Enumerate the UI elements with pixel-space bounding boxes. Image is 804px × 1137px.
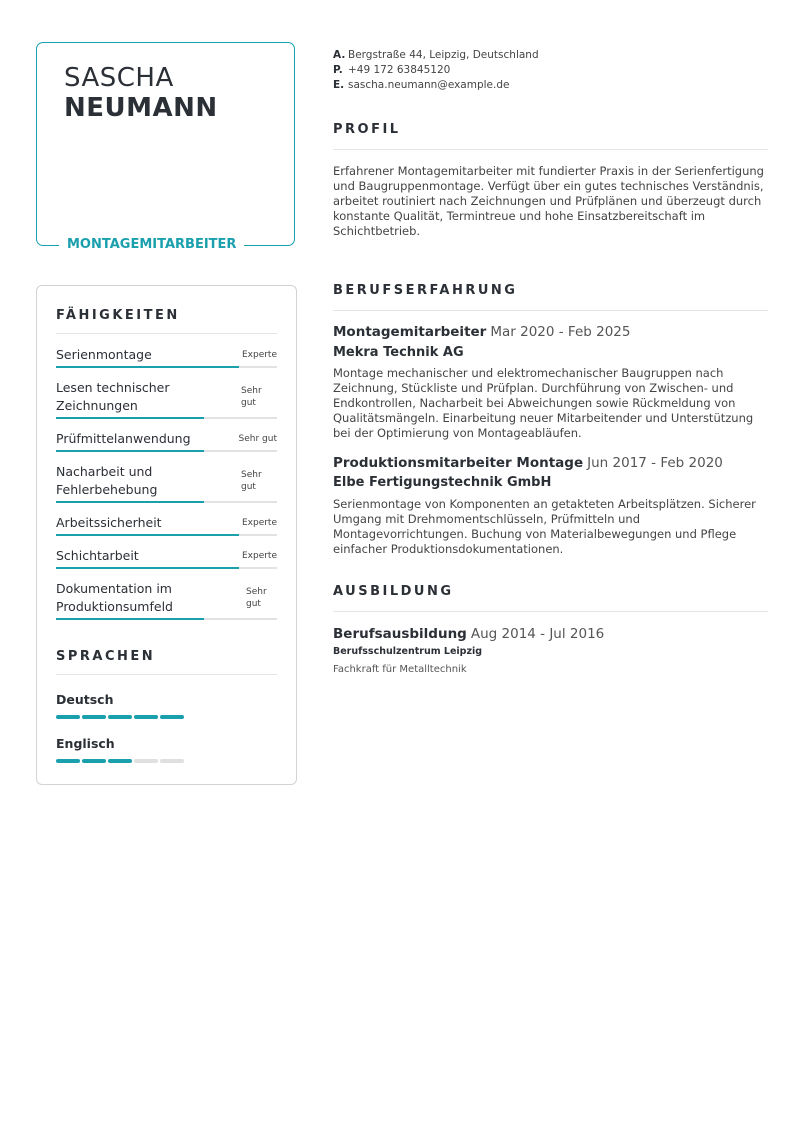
skill-name: Nacharbeit und Fehlerbehebung bbox=[56, 464, 158, 497]
skill-name: Arbeitssicherheit bbox=[56, 515, 162, 530]
contact-address bbox=[333, 48, 539, 63]
skill-bar bbox=[56, 534, 277, 536]
experience-heading: BERUFSERFAHRUNG bbox=[333, 283, 768, 311]
languages-heading: SPRACHEN bbox=[56, 649, 277, 675]
skill-name: Serienmontage bbox=[56, 347, 152, 362]
language-name: Deutsch bbox=[56, 692, 114, 707]
sidebar bbox=[36, 285, 297, 785]
education-heading: AUSBILDUNG bbox=[333, 584, 768, 612]
name-box bbox=[36, 42, 295, 252]
job-role: Montagemitarbeiter bbox=[333, 324, 487, 340]
profile-heading: PROFIL bbox=[333, 122, 768, 150]
skill-name: Dokumentation im Produktionsumfeld bbox=[56, 581, 173, 614]
skill-level: Experte bbox=[241, 350, 277, 360]
education-dates: Aug 2014 - Jul 2016 bbox=[470, 626, 605, 642]
job-company: Elbe Fertigungstechnik GmbH bbox=[333, 475, 552, 490]
job-description: Montage mechanischer und elektromechanischer Baugruppen nach Zeichnung, Stückliste und Prüfplan. Durchführung von Zwischen- und Endkontrollen, Nacharbeit bei Abweichungen sowie Rückmeldung von Qualitätsmängeln. Einarbeitung neuer Mitarbeitender und Unterstützung bei der Optimierung von Montageabläufen. bbox=[333, 366, 754, 440]
language-name: Englisch bbox=[56, 736, 115, 751]
language-dot-filled bbox=[108, 759, 132, 763]
skill-bar bbox=[56, 417, 277, 419]
skill-bar bbox=[56, 450, 277, 452]
profile-text: Erfahrener Montagemitarbeiter mit fundierter Praxis in der Serienfertigung und Baugruppenmontage. Verfügt über ein gutes technisches Verständnis, arbeitet routiniert nach Zeichnungen und Prüfplänen und überzeugt durch konstante Qualität, Termintreue und hohe Einsatzbereitschaft im Schichtbetrieb. bbox=[333, 164, 764, 238]
skill-bar bbox=[56, 567, 277, 569]
email-value: sascha.neumann@example.de bbox=[348, 79, 510, 91]
skill-level: Experte bbox=[241, 518, 277, 528]
education-school: Berufsschulzentrum Leipzig bbox=[333, 646, 483, 657]
language-dot-empty bbox=[134, 759, 158, 763]
last-name: NEUMANN bbox=[64, 93, 218, 123]
education-header bbox=[333, 625, 768, 643]
skills-heading: FÄHIGKEITEN bbox=[56, 308, 277, 334]
job-dates: Mar 2020 - Feb 2025 bbox=[490, 324, 631, 340]
skill-level: Experte bbox=[241, 551, 277, 561]
skill-bar bbox=[56, 366, 277, 368]
email-key: E. bbox=[333, 79, 345, 91]
job-company: Mekra Technik AG bbox=[333, 345, 464, 360]
phone-key: P. bbox=[333, 64, 343, 76]
skill-bar-fill bbox=[56, 618, 204, 620]
skill-bar-fill bbox=[56, 501, 204, 503]
skill-bar-fill bbox=[56, 534, 239, 536]
job-header bbox=[333, 454, 768, 472]
skill-bar bbox=[56, 501, 277, 503]
job-header bbox=[333, 323, 768, 341]
skill-name: Prüfmittelanwendung bbox=[56, 431, 191, 446]
job-title: MONTAGEMITARBEITER bbox=[59, 237, 244, 253]
skill-name: Lesen technischer Zeichnungen bbox=[56, 380, 170, 413]
language-dot-empty bbox=[160, 759, 184, 763]
education-degree: Berufsausbildung bbox=[333, 626, 467, 642]
skill-bar bbox=[56, 618, 277, 620]
skill-level: Sehr gut bbox=[241, 470, 262, 492]
job-dates: Jun 2017 - Feb 2020 bbox=[587, 455, 723, 471]
first-name: SASCHA bbox=[64, 63, 174, 93]
skill-bar-fill bbox=[56, 567, 239, 569]
language-level bbox=[56, 759, 191, 763]
contact-phone bbox=[333, 63, 539, 78]
phone-value: +49 172 63845120 bbox=[348, 64, 451, 76]
contact-info bbox=[333, 48, 539, 93]
skill-level: Sehr gut bbox=[238, 434, 277, 444]
job-description: Serienmontage von Komponenten an getakteten Arbeitsplätzen. Sicherer Umgang mit Drehmomentschlüsseln, Prüfmitteln und Montagevorrichtungen. Buchung von Materialbewegungen und Pflege einfacher Produktionsdokumentationen. bbox=[333, 497, 756, 556]
language-dot-filled bbox=[134, 715, 158, 719]
language-dot-filled bbox=[56, 759, 80, 763]
skill-level: Sehr gut bbox=[246, 587, 267, 609]
skill-bar-fill bbox=[56, 417, 204, 419]
skill-level: Sehr gut bbox=[241, 386, 262, 408]
language-dot-filled bbox=[82, 715, 106, 719]
language-dot-filled bbox=[160, 715, 184, 719]
job-role: Produktionsmitarbeiter Montage bbox=[333, 455, 584, 471]
language-dot-filled bbox=[108, 715, 132, 719]
language-dot-filled bbox=[82, 759, 106, 763]
address-key: A. bbox=[333, 49, 346, 61]
language-dot-filled bbox=[56, 715, 80, 719]
skill-bar-fill bbox=[56, 450, 204, 452]
contact-email bbox=[333, 78, 539, 93]
education-field: Fachkraft für Metalltechnik bbox=[333, 664, 467, 675]
language-level bbox=[56, 715, 191, 719]
skill-bar-fill bbox=[56, 366, 239, 368]
skill-name: Schichtarbeit bbox=[56, 548, 139, 563]
address-value: Bergstraße 44, Leipzig, Deutschland bbox=[348, 49, 539, 61]
